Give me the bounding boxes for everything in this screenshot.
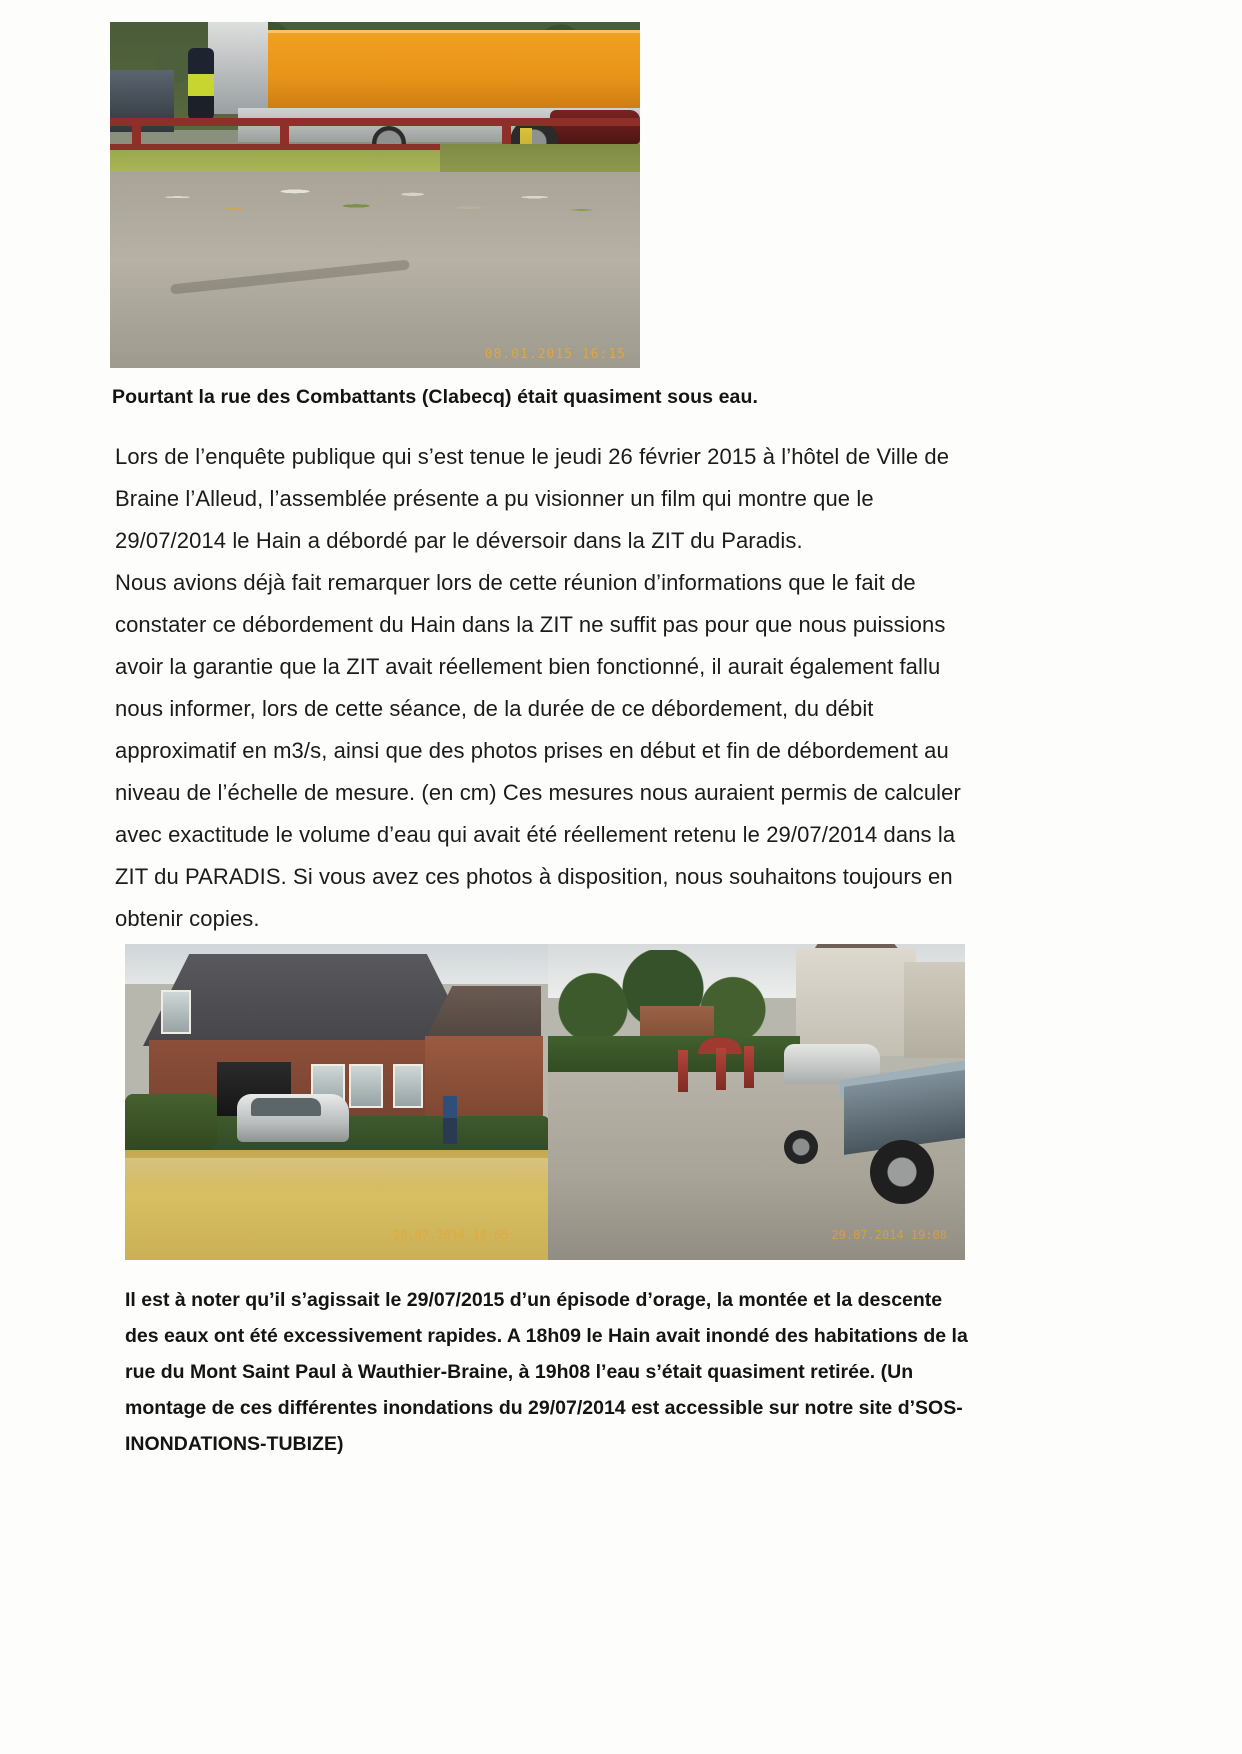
worker-figure	[188, 48, 214, 120]
right-photo-timestamp: 29.07.2014 19:08	[831, 1228, 947, 1242]
house-roof	[143, 954, 473, 1046]
red-bollard-3	[744, 1046, 754, 1088]
window-front-3	[393, 1064, 423, 1108]
photo-panel-right-street	[548, 944, 965, 1260]
standing-person	[443, 1096, 457, 1144]
red-bollard-1	[678, 1050, 688, 1092]
red-bollard-2	[716, 1048, 726, 1090]
photo-panel-left-house	[125, 944, 548, 1260]
large-white-building	[796, 948, 916, 1056]
water-reflection	[125, 1158, 548, 1190]
orange-truck-body	[238, 30, 640, 113]
window-gable	[161, 990, 191, 1034]
flood-debris	[140, 174, 610, 232]
figure-flooded-street-photo	[110, 22, 640, 368]
figure-two-panel-photo	[125, 944, 965, 1260]
truck-cab	[208, 22, 268, 114]
trailer-wheel	[870, 1140, 934, 1204]
red-car	[550, 110, 640, 144]
figure2-caption: Il est à noter qu’il s’agissait le 29/07/2015 d’un épisode d’orage, la montée et la descente des eaux ont été excessivement rapides. A 18h09 le Hain avait inondé des habitations de la rue du Mont Saint Paul à Wauthier-Braine, à 19h08 l’eau s’était quasiment retirée. (Un montage de ces différentes inondations du 29/07/2014 est accessible sur notre site d’SOS-INONDATIONS-TUBIZE)	[125, 1289, 968, 1455]
van-wheel	[784, 1130, 818, 1164]
window-front-2	[349, 1064, 383, 1108]
paragraph-remarques-zit: Nous avions déjà fait remarquer lors de cette réunion d’informations que le fait de constater ce débordement du Hain dans la ZIT ne suffit pas pour que nous puissions avoir la garantie que la ZIT avait réellement bien fonctionné, il aurait également fallu nous informer, lors de cette séance, de la durée de ce débordement, du débit approximatif en m3/s, ainsi que des photos prises en début et fin de débordement au niveau de l’échelle de mesure. (en cm) Ces mesures nous auraient permis de calculer avec exactitude le volume d’eau qui avait été réellement retenu le 29/07/2014 dans la ZIT du PARADIS. Si vous avez ces photos à disposition, nous souhaitons toujours en obtenir copies.	[115, 570, 961, 931]
photo-timestamp-stamp: 08.01.2015 16:15	[484, 347, 626, 362]
car-windshield	[251, 1098, 321, 1116]
red-guardrail-upper	[110, 118, 640, 126]
left-photo-timestamp: 29.07.2014 18:05	[393, 1228, 509, 1242]
paragraph-enquete-publique: Lors de l’enquête publique qui s’est tenue le jeudi 26 février 2015 à l’hôtel de Ville de Braine l’Alleud, l’assemblée présente a pu visionner un film qui montre que le 29/07/2014 le Hain a débordé par le déversoir dans la ZIT du Paradis.	[115, 444, 950, 553]
figure1-caption: Pourtant la rue des Combattants (Clabecq) était quasiment sous eau.	[112, 386, 758, 408]
side-hedge	[125, 1094, 217, 1150]
building-annex	[904, 962, 965, 1058]
